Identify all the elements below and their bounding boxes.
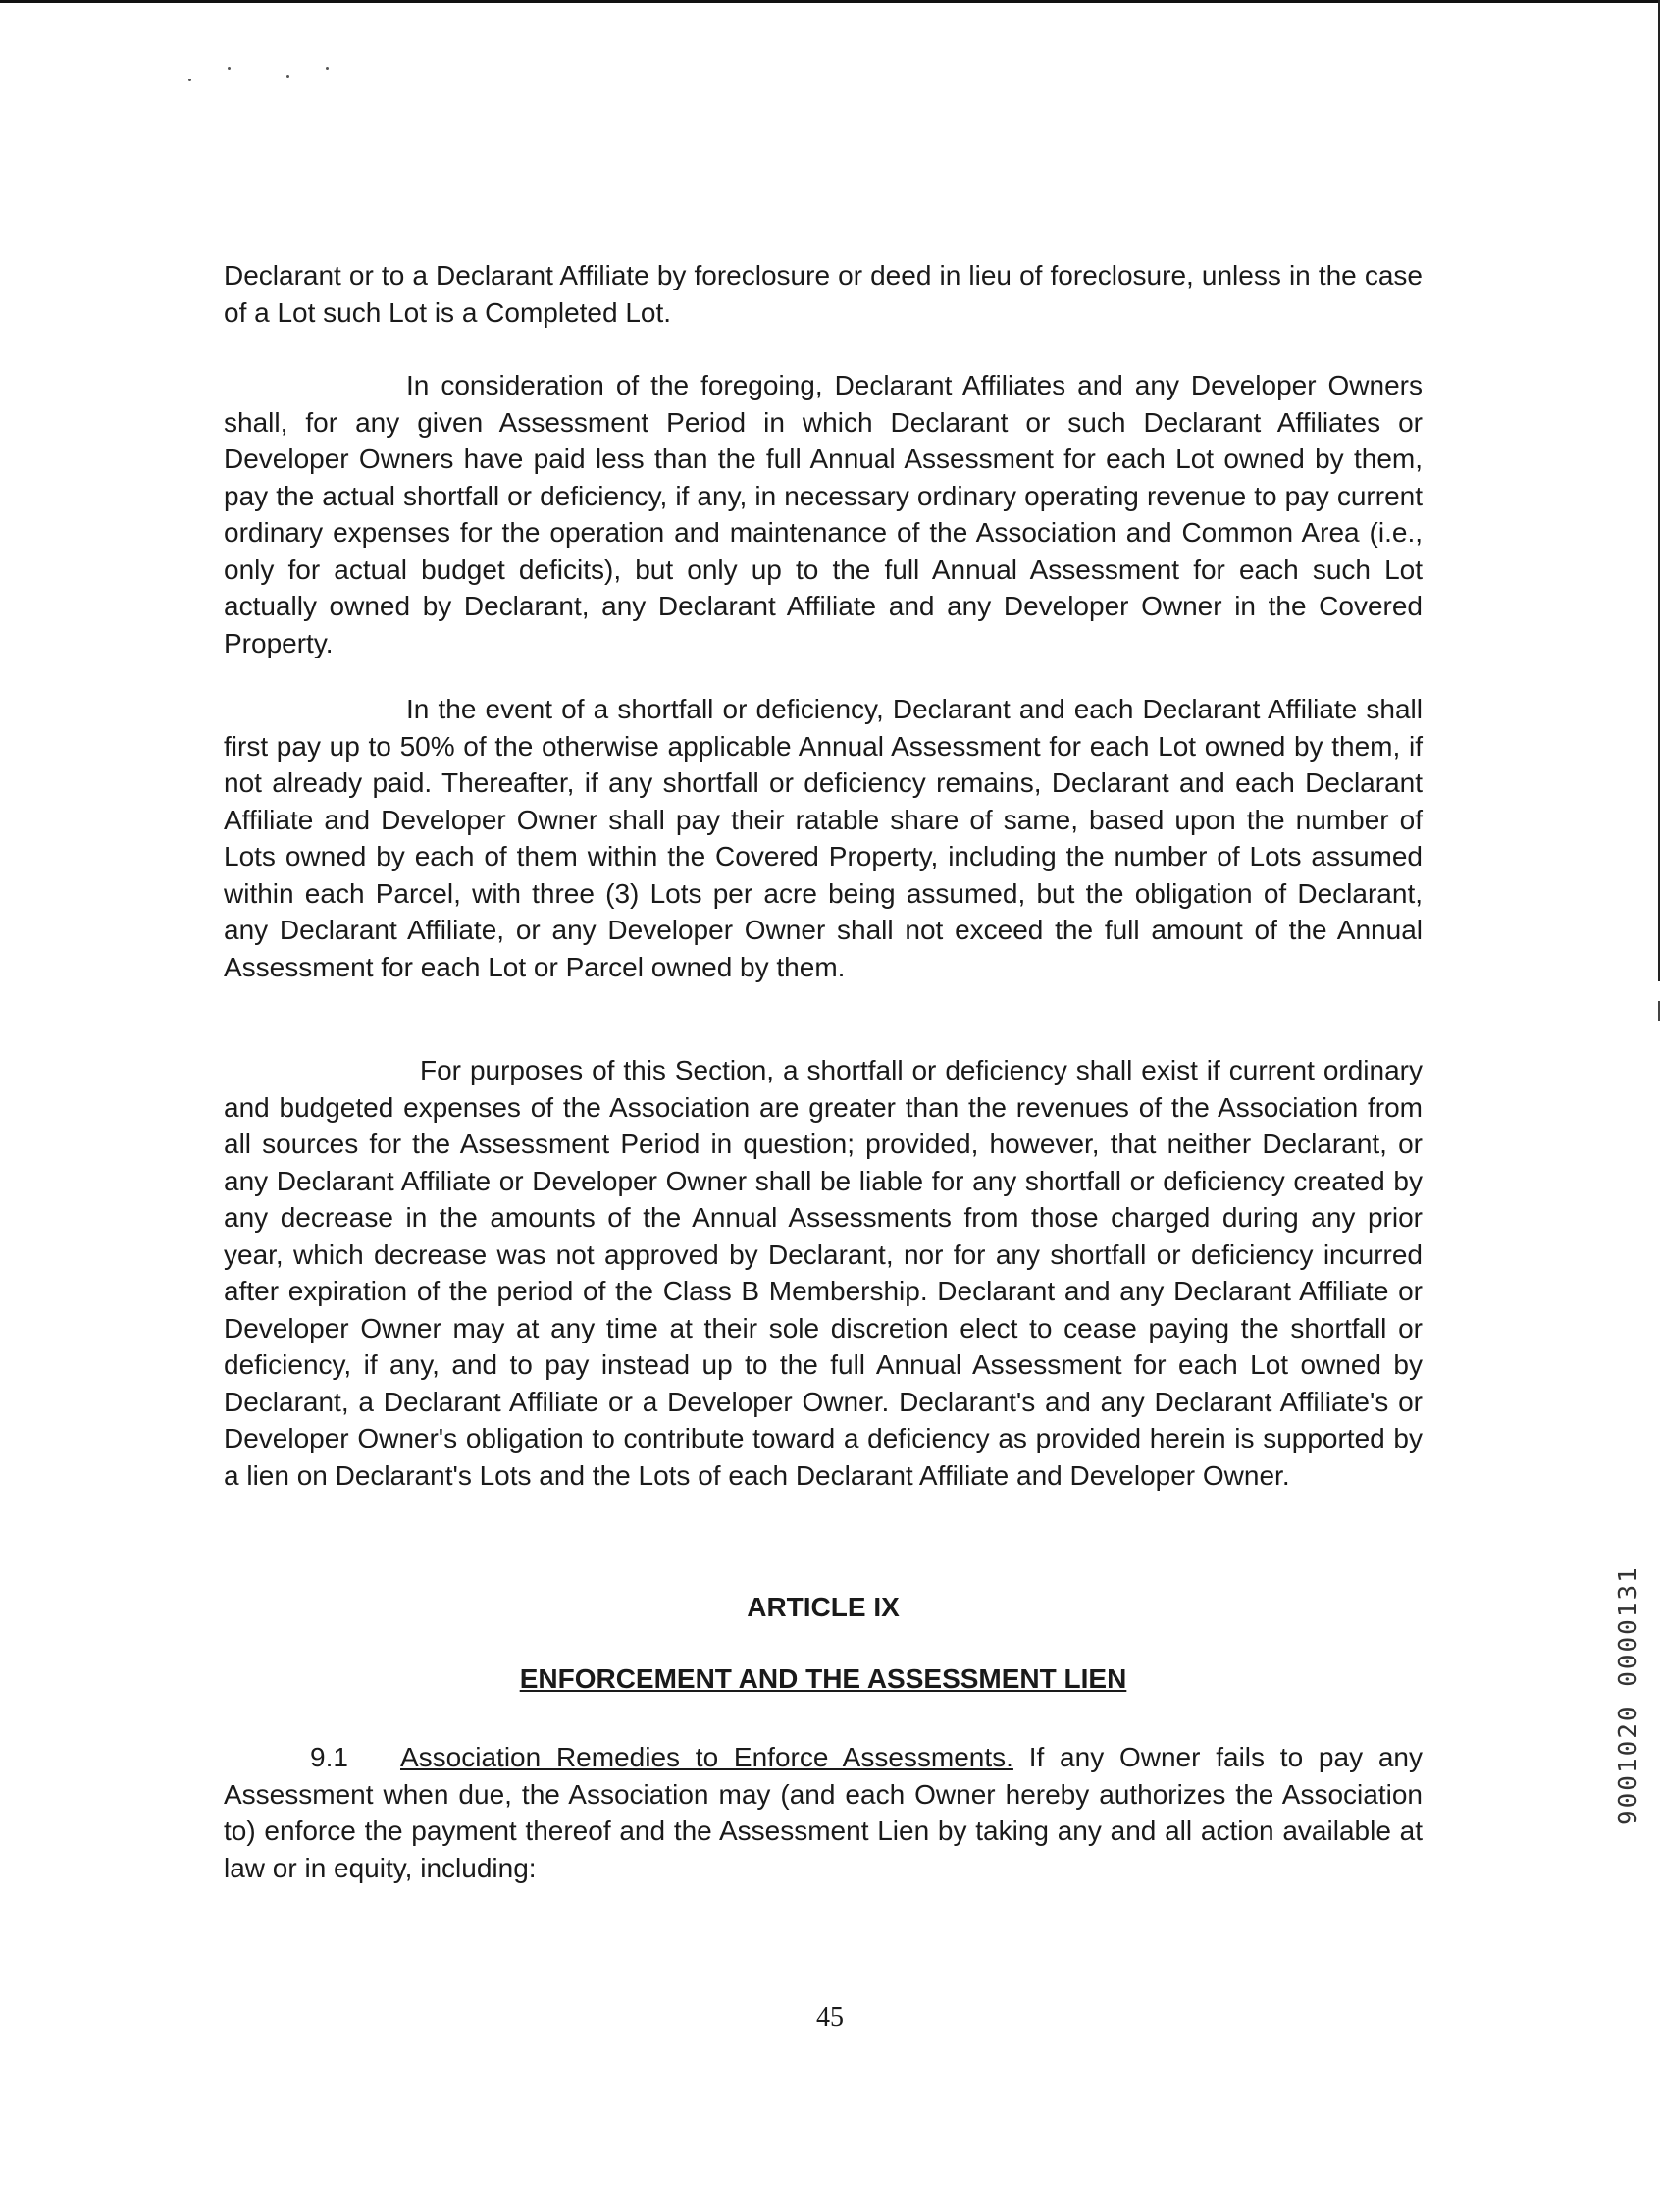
scan-top-border [0, 0, 1660, 3]
paragraph-consideration: In consideration of the foregoing, Declarant Affiliates and any Developer Owners shall, for any given Assessment Period in which Declarant or such Declarant Affiliates or Developer Owners have paid less than the full Annual Assessment for each Lot owned by them, pay the actual shortfall or deficiency, if any, in necessary ordinary operating revenue to pay current ordinary expenses for the operation and maintenance of the Association and Common Area (i.e., only for actual budget deficits), but only up to the full Annual Assessment for each such Lot actually owned by Declarant, any Declarant Affiliate and any Developer Owner in the Covered Property. [224, 370, 1423, 658]
section-title: Association Remedies to Enforce Assessments. [400, 1742, 1013, 1772]
scan-speck [188, 79, 191, 81]
scan-speck [326, 67, 329, 70]
article-number: ARTICLE IX [747, 1592, 900, 1622]
section-number: 9.1 [310, 1742, 348, 1772]
paragraph-shortfall-definition: For purposes of this Section, a shortfall or deficiency shall exist if current ordinary and budgeted expenses of the Association are greater than the revenues of the Association from all sources for the Assessment Period in question; provided, however, that neither Declarant, or any Declarant Affiliate or Developer Owner shall be liable for any shortfall or deficiency created by any decrease in the amounts of the Annual Assessments from those charged during any prior year, which decrease was not approved by Declarant, nor for any shortfall or deficiency incurred after expiration of the period of the Class B Membership. Declarant and any Declarant Affiliate or Developer Owner may at any time at their sole discretion elect to cease paying the shortfall or deficiency, if any, and to pay instead up to the full Annual Assessment for each Lot owned by Declarant, a Declarant Affiliate or a Developer Owner. Declarant's and any Declarant Affiliate's or Developer Owner's obligation to contribute toward a deficiency as provided herein is supported by a lien on Declarant's Lots and the Lots of each Declarant Affiliate and Developer Owner. [224, 1055, 1423, 1491]
scan-speck [228, 67, 231, 70]
scan-speck [286, 75, 289, 78]
section-9-1 [224, 1739, 1423, 1886]
article-title: ENFORCEMENT AND THE ASSESSMENT LIEN [519, 1663, 1127, 1694]
page-number: 45 [816, 2002, 844, 2032]
paragraph-shortfall-event: In the event of a shortfall or deficiency, Declarant and each Declarant Affiliate shall first pay up to 50% of the otherwise applicable Annual Assessment for each Lot owned by them, if not already paid. Thereafter, if any shortfall or deficiency remains, Declarant and each Declarant Affiliate and Developer Owner shall pay their ratable share of same, based upon the number of Lots owned by each of them within the Covered Property, including the number of Lots assumed within each Parcel, with three (3) Lots per acre being assumed, but the obligation of Declarant, any Declarant Affiliate, or any Developer Owner shall not exceed the full amount of the Annual Assessment for each Lot or Parcel owned by them. [224, 694, 1423, 982]
paragraph-continuation: Declarant or to a Declarant Affiliate by foreclosure or deed in lieu of foreclosure, unless in the case of a Lot such Lot is a Completed Lot. [224, 260, 1423, 328]
recording-stamp: 9001020 0000131 [1614, 1565, 1643, 1825]
section-text: If any Owner fails to pay any Assessment when due, the Association may (and each Owner hereby authorizes the Association to) enforce the payment thereof and the Assessment Lien by taking any and all action available at law or in equity, including: [224, 1742, 1423, 1883]
